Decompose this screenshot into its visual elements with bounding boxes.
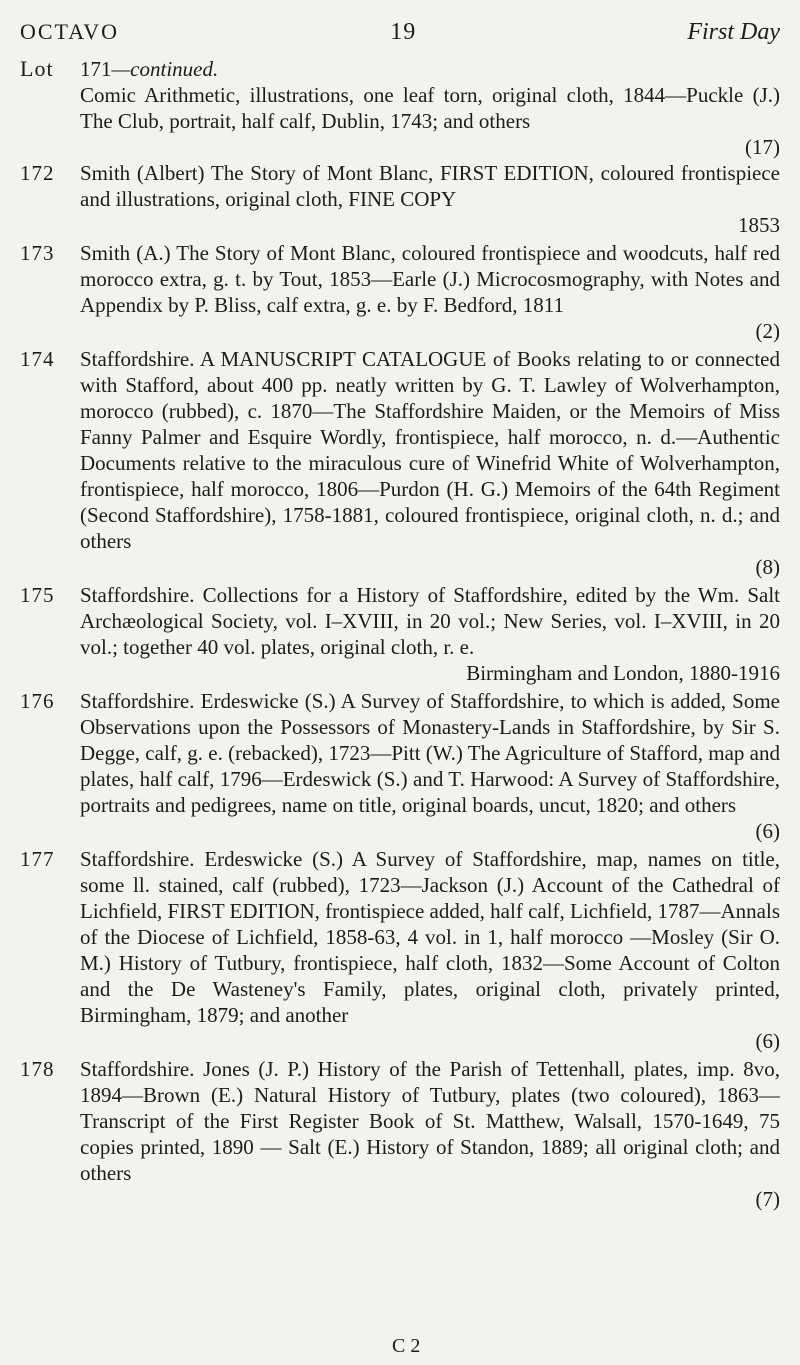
lot-entry <box>20 56 780 160</box>
lot-list <box>20 56 780 1212</box>
lot-number: 175 <box>20 583 55 607</box>
lot-number: 174 <box>20 347 55 371</box>
lot-description: Comic Arithmetic, illustrations, one leaf torn, original cloth, 1844—Puckle (J.) The Club, portrait, half calf, Dublin, 1743; and others <box>80 83 780 133</box>
lot-number: 177 <box>20 847 55 871</box>
lot-entry <box>20 160 780 238</box>
lot-quantity: (7) <box>755 1187 780 1211</box>
lot-description: Staffordshire. Jones (J. P.) History of the Parish of Tettenhall, plates, imp. 8vo, 1894—Brown (E.) Natural History of Tutbury, plates (two coloured), 1863—Transcript of the First Register Book of St. Matthew, Walsall, 1570-1649, 75 copies printed, 1890 — Salt (E.) History of Standon, 1889; all original cloth; and others <box>80 1057 780 1185</box>
continued-label: —continued. <box>111 57 219 81</box>
lot-quantity: 1853 <box>738 213 780 237</box>
header-format: OCTAVO <box>20 19 120 44</box>
lot-entry <box>20 688 780 844</box>
lot-entry <box>20 1056 780 1212</box>
lot-entry <box>20 846 780 1054</box>
lot-description: Staffordshire. Erdeswicke (S.) A Survey of Staffordshire, map, names on title, some ll. stained, calf (rubbed), 1723—Jackson (J.) Account of the Cathedral of Lichfield, FIRST EDITION, frontispiece added, half calf, Lichfield, 1787—Annals of the Diocese of Lichfield, 1858-63, 4 vol. in 1, half morocco —Mosley (Sir O. M.) History of Tutbury, frontispiece, half cloth, 1832—Some Account of Colton and the De Wasteney's Family, plates, original cloth, privately printed, Birmingham, 1879; and another <box>80 847 781 1027</box>
lot-quantity: (2) <box>755 319 780 343</box>
lot-description: Smith (A.) The Story of Mont Blanc, coloured frontispiece and woodcuts, half red morocco extra, g. t. by Tout, 1853—Earle (J.) Microcosmography, with Notes and Appendix by P. Bliss, calf extra, g. e. by F. Bedford, 1811 <box>80 241 780 317</box>
lot-number: 178 <box>20 1057 55 1081</box>
lot-label: Lot <box>20 56 54 81</box>
lot-quantity: (6) <box>755 1029 780 1053</box>
lot-quantity: (17) <box>745 135 780 159</box>
lot-number: 176 <box>20 689 55 713</box>
page-number: 19 <box>390 18 417 45</box>
lot-number: 172 <box>20 161 55 185</box>
signature-mark: C 2 <box>392 1335 421 1357</box>
lot-description: Staffordshire. Collections for a History of Staffordshire, edited by the Wm. Salt Archæological Society, vol. I–XVIII, in 20 vol.; New Series, vol. I–XVIII, in 20 vol.; together 40 vol. plates, original cloth, r. e. <box>80 583 780 659</box>
lot-entry <box>20 582 780 686</box>
lot-number: 173 <box>20 241 55 265</box>
lot-entry <box>20 346 780 580</box>
lot-quantity: Birmingham and London, 1880-1916 <box>466 661 780 685</box>
lot-number: 171 <box>80 57 112 81</box>
lot-description: Smith (Albert) The Story of Mont Blanc, FIRST EDITION, coloured frontispiece and illustrations, original cloth, FINE COPY <box>80 161 780 211</box>
header-day: First Day <box>687 18 780 45</box>
page-header <box>20 14 780 50</box>
lot-quantity: (8) <box>755 555 780 579</box>
lot-entry <box>20 240 780 344</box>
lot-quantity: (6) <box>755 819 780 843</box>
lot-description: Staffordshire. A MANUSCRIPT CATALOGUE of Books relating to or connected with Stafford, about 400 pp. neatly written by G. T. Lawley of Wolverhampton, morocco (rubbed), c. 1870—The Staffordshire Maiden, or the Memoirs of Miss Fanny Palmer and Esquire Wordly, frontispiece, half morocco, n. d.—Authentic Documents relative to the miraculous cure of Winefrid White of Wolverhampton, frontispiece, half morocco, 1806—Purdon (H. G.) Memoirs of the 64th Regiment (Second Staffordshire), 1758-1881, coloured frontispiece, original cloth, n. d.; and others <box>80 347 780 553</box>
lot-description: Staffordshire. Erdeswicke (S.) A Survey of Staffordshire, to which is added, Some Observations upon the Possessors of Monastery-Lands in Staffordshire, by Sir S. Degge, calf, g. e. (rebacked), 1723—Pitt (W.) The Agriculture of Stafford, map and plates, half calf, 1796—Erdeswick (S.) and T. Harwood: A Survey of Staffordshire, portraits and pedigrees, name on title, original boards, uncut, 1820; and others <box>80 689 780 817</box>
